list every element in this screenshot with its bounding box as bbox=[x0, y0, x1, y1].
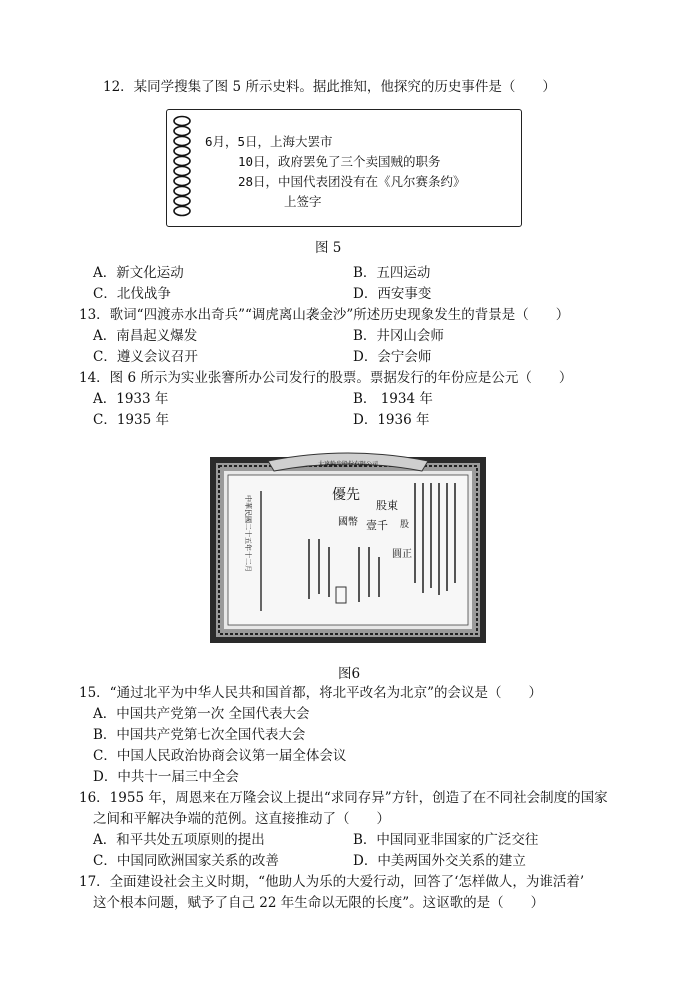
stock-unit: 圓正 bbox=[392, 549, 412, 560]
stock-header: 大達輪步股份有限公司 bbox=[317, 461, 379, 468]
stock-currency: 國幣 bbox=[338, 517, 358, 528]
q12-option-b: B．五四运动 bbox=[353, 265, 431, 281]
q14-option-c: C．1935 年 bbox=[93, 412, 169, 428]
q15-option-d: D．中共十一届三中全会 bbox=[93, 769, 239, 785]
q12-option-a: A．新文化运动 bbox=[93, 265, 184, 281]
q16-option-c: C．中国同欧洲国家关系的改善 bbox=[93, 853, 279, 869]
q14-option-b: B． 1934 年 bbox=[353, 391, 433, 407]
q13-option-c: C．遵义会议召开 bbox=[93, 349, 198, 365]
figure-6-caption: 图6 bbox=[338, 666, 361, 682]
q15-option-b: B．中国共产党第七次全国代表大会 bbox=[93, 727, 306, 743]
figure-5-line-2: 10日，政府罢免了三个卖国贼的职务 bbox=[238, 154, 441, 169]
question-12-stem: 12．某同学搜集了图 5 所示史料。据此推知，他探究的历史事件是（ ） bbox=[103, 79, 556, 95]
q13-option-b: B．井冈山会师 bbox=[353, 328, 444, 344]
q16-option-d: D．中美两国外交关系的建立 bbox=[353, 853, 526, 869]
q13-option-d: D．会宁会师 bbox=[353, 349, 432, 365]
stock-big-text-1: 優先 bbox=[332, 487, 360, 503]
q15-option-c: C．中国人民政治协商会议第一届全体会议 bbox=[93, 748, 347, 764]
stock-amount: 壹千 bbox=[366, 519, 388, 532]
figure-5-line-3: 28日，中国代表团没有在《凡尔赛条约》 bbox=[238, 174, 466, 189]
figure-5-notebook bbox=[166, 109, 522, 227]
figure-5-caption: 图 5 bbox=[315, 240, 342, 256]
q12-option-c: C．北伐战争 bbox=[93, 286, 171, 302]
question-14-stem: 14．图 6 所示为实业张謇所办公司发行的股票。票据发行的年份应是公元（ ） bbox=[79, 370, 573, 386]
stock-date: 中華民國二十五年十二月 bbox=[244, 495, 252, 572]
question-17-stem-line-2: 这个根本问题，赋予了自己 22 年生命以无限的长度”。这讴歌的是（ ） bbox=[93, 895, 545, 911]
q12-option-d: D．西安事变 bbox=[353, 286, 432, 302]
figure-5-line-4: 上签字 bbox=[284, 194, 322, 209]
figure-6-stock-certificate bbox=[208, 447, 488, 647]
q14-option-a: A．1933 年 bbox=[93, 391, 169, 407]
q14-option-d: D．1936 年 bbox=[353, 412, 430, 428]
question-13-stem: 13．歌词“四渡赤水出奇兵”“调虎离山袭金沙”所述历史现象发生的背景是（ ） bbox=[79, 307, 570, 323]
q16-option-a: A．和平共处五项原则的提出 bbox=[93, 832, 265, 848]
question-16-stem-line-2: 之间和平解决争端的范例。这直接推动了（ ） bbox=[93, 811, 390, 827]
spiral-binding-icon bbox=[171, 114, 193, 222]
figure-5-line-1: 6月，5日，上海大罢市 bbox=[205, 134, 333, 149]
stock-share: 股 bbox=[400, 520, 410, 530]
question-17-stem-line-1: 17．全面建设社会主义时期，“他助人为乐的大爱行动，回答了‘怎样做人，为谁活着’ bbox=[79, 874, 585, 890]
q13-option-a: A．南昌起义爆发 bbox=[93, 328, 198, 344]
q15-option-a: A．中国共产党第一次 全国代表大会 bbox=[93, 706, 310, 722]
stock-big-text-2: 股東 bbox=[376, 499, 398, 512]
question-16-stem-line-1: 16．1955 年，周恩来在万隆会议上提出“求同存异”方针，创造了在不同社会制度的国家 bbox=[79, 790, 608, 806]
q16-option-b: B．中国同亚非国家的广泛交往 bbox=[353, 832, 539, 848]
question-15-stem: 15．“通过北平为中华人民共和国首都，将北平改名为北京”的会议是（ ） bbox=[79, 685, 542, 701]
